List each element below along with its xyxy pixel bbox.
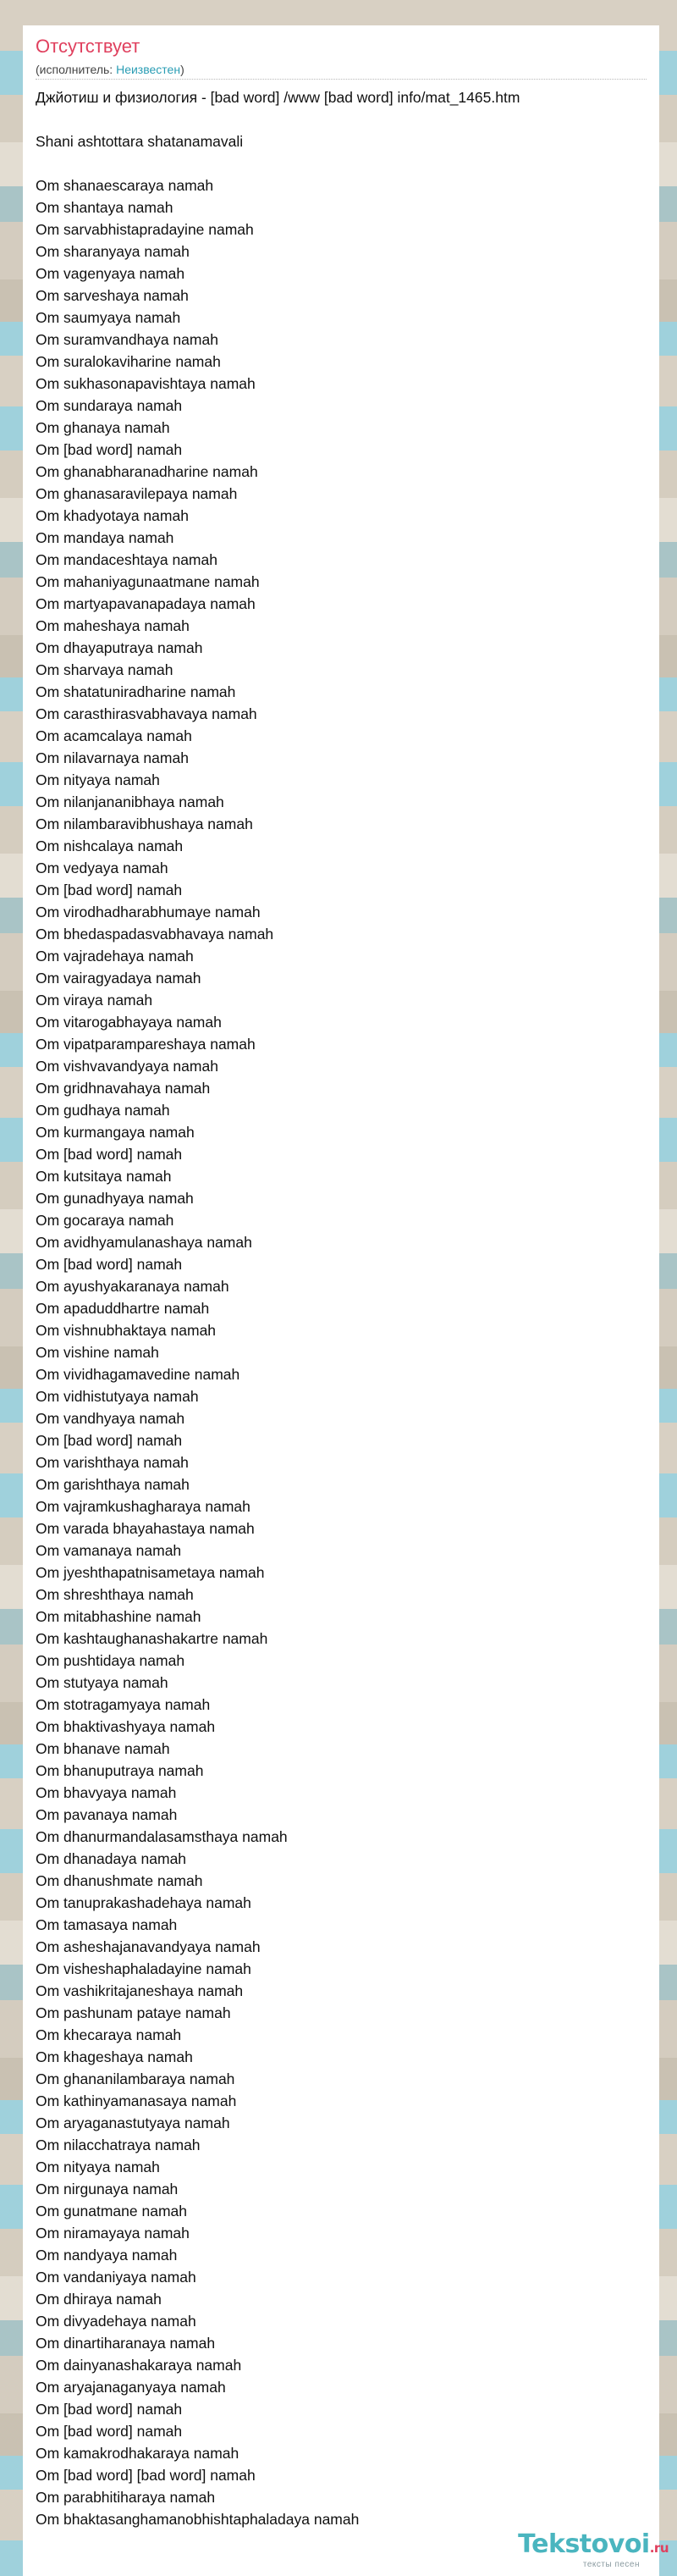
lyrics-line: Om pushtidaya namah — [36, 1652, 185, 1669]
lyrics-line: Om vagenyaya namah — [36, 265, 185, 282]
lyrics-line: Om vidhistutyaya namah — [36, 1388, 199, 1405]
lyrics-line: Om bhanave namah — [36, 1740, 170, 1757]
lyrics-line: Om bhavyaya namah — [36, 1784, 177, 1801]
lyrics-line: Om saumyaya namah — [36, 309, 181, 326]
lyrics-line: Om vividhagamavedine namah — [36, 1366, 240, 1383]
logo-name: Tekstovoi — [518, 2529, 650, 2559]
lyrics-line: Om tanuprakashadehaya namah — [36, 1894, 251, 1911]
lyrics-line: Om sharanyaya namah — [36, 243, 190, 260]
lyrics-line: Om ayushyakaranaya namah — [36, 1278, 229, 1295]
lyrics-line: Om [bad word] [bad word] namah — [36, 2467, 256, 2484]
lyrics-line: Om kurmangaya namah — [36, 1124, 195, 1141]
lyrics-line: Om suralokaviharine namah — [36, 353, 221, 370]
lyrics-line: Om ghanabharanadharine namah — [36, 463, 258, 480]
lyrics-line: Om shanaescaraya namah — [36, 177, 214, 194]
site-logo[interactable] — [518, 2531, 669, 2569]
artist-link[interactable]: Неизвестен — [116, 63, 181, 76]
lyrics-line: Om parabhitiharaya namah — [36, 2489, 216, 2506]
lyrics-line: Om [bad word] namah — [36, 2423, 183, 2440]
lyrics-line: Om acamcalaya namah — [36, 727, 192, 744]
lyrics-line: Om dhayaputraya namah — [36, 639, 203, 656]
logo-wordmark — [518, 2531, 669, 2562]
lyrics-line: Om divyadehaya namah — [36, 2313, 196, 2330]
lyrics-line: Om mandaceshtaya namah — [36, 551, 217, 568]
lyrics-line: Om varada bhayahastaya namah — [36, 1520, 255, 1537]
lyrics-line: Om kashtaughanashakartre namah — [36, 1630, 268, 1647]
lyrics-line: Om pavanaya namah — [36, 1806, 178, 1823]
lyrics-line: Om nirgunaya namah — [36, 2181, 179, 2197]
lyrics-line: Om nishcalaya namah — [36, 837, 184, 854]
lyrics-line: Om [bad word] namah — [36, 1146, 183, 1163]
lyrics-line: Джйотиш и физиология - [bad word] /www [bad word] info/mat_1465.htm — [36, 89, 520, 106]
lyrics-line: Om maheshaya namah — [36, 617, 190, 634]
lyrics-line: Om kutsitaya namah — [36, 1168, 172, 1185]
lyrics-blank-line — [36, 152, 653, 174]
lyrics-line: Om vipatparampareshaya namah — [36, 1036, 256, 1053]
lyrics-line: Om viraya namah — [36, 992, 153, 1009]
lyrics-line: Om vamanaya namah — [36, 1542, 182, 1559]
lyrics-line: Om shantaya namah — [36, 199, 173, 216]
lyrics-line: Om nityaya namah — [36, 2159, 160, 2175]
artist-suffix: ) — [180, 63, 184, 76]
lyrics-line: Om virodhadharabhumaye namah — [36, 904, 261, 920]
song-title: Отсутствует — [36, 36, 140, 57]
lyrics-line: Om gudhaya namah — [36, 1102, 170, 1119]
lyrics-line: Om dhanushmate namah — [36, 1872, 203, 1889]
lyrics-line: Om nilacchatraya namah — [36, 2137, 201, 2153]
lyrics-line: Om bhaktasanghamanobhishtaphaladaya namah — [36, 2511, 360, 2528]
lyrics-line: Om nityaya namah — [36, 771, 160, 788]
lyrics-body — [36, 86, 653, 2530]
lyrics-line: Om ghanaya namah — [36, 419, 170, 436]
lyrics-line: Om vairagyadaya namah — [36, 970, 201, 987]
lyrics-line: Om garishthaya namah — [36, 1476, 190, 1493]
lyrics-line: Om [bad word] namah — [36, 441, 183, 458]
lyrics-line: Om pashunam pataye namah — [36, 2004, 231, 2021]
lyrics-line: Om nilavarnaya namah — [36, 749, 189, 766]
lyrics-line: Om tamasaya namah — [36, 1916, 178, 1933]
lyrics-line: Om shreshthaya namah — [36, 1586, 194, 1603]
title-divider — [36, 79, 647, 80]
lyrics-line: Om apaduddhartre namah — [36, 1300, 210, 1317]
lyrics-line: Om sarvabhistapradayine namah — [36, 221, 254, 238]
lyrics-line: Om vishvavandyaya namah — [36, 1058, 218, 1075]
lyrics-blank-line — [36, 108, 653, 130]
lyrics-line: Om ghanasaravilepaya namah — [36, 485, 238, 502]
lyrics-line: Om vashikritajaneshaya namah — [36, 1982, 244, 1999]
lyrics-line: Om stutyaya namah — [36, 1674, 168, 1691]
lyrics-line: Om kathinyamanasaya namah — [36, 2092, 237, 2109]
lyrics-line: Om sharvaya namah — [36, 661, 173, 678]
lyrics-line: Om bhanuputraya namah — [36, 1762, 204, 1779]
lyrics-line: Om mitabhashine namah — [36, 1608, 201, 1625]
lyrics-line: Om bhaktivashyaya namah — [36, 1718, 216, 1735]
lyrics-line: Om dainyanashakaraya namah — [36, 2357, 242, 2374]
lyrics-line: Om khadyotaya namah — [36, 507, 189, 524]
lyrics-line: Om nilambaravibhushaya namah — [36, 815, 253, 832]
lyrics-line: Om sundaraya namah — [36, 397, 183, 414]
lyrics-line: Om [bad word] namah — [36, 1432, 183, 1449]
lyrics-line: Shani ashtottara shatanamavali — [36, 133, 244, 150]
lyrics-line: Om shatatuniradharine namah — [36, 683, 236, 700]
lyrics-line: Om gunatmane namah — [36, 2203, 187, 2219]
lyrics-line: Om varishthaya namah — [36, 1454, 189, 1471]
lyrics-line: Om mandaya namah — [36, 529, 174, 546]
lyrics-line: Om gridhnavahaya namah — [36, 1080, 211, 1097]
lyrics-line: Om carasthirasvabhavaya namah — [36, 705, 257, 722]
lyrics-line: Om vajradehaya namah — [36, 948, 194, 965]
lyrics-line: Om [bad word] namah — [36, 2401, 183, 2418]
lyrics-line: Om nandyaya namah — [36, 2247, 178, 2264]
lyrics-line: Om aryaganastutyaya namah — [36, 2114, 230, 2131]
lyrics-sheet — [23, 25, 659, 2576]
lyrics-line: Om vishine namah — [36, 1344, 159, 1361]
lyrics-line: Om [bad word] namah — [36, 882, 183, 898]
lyrics-line: Om vandhyaya namah — [36, 1410, 185, 1427]
lyrics-line: Om khecaraya namah — [36, 2026, 182, 2043]
lyrics-line: Om gunadhyaya namah — [36, 1190, 194, 1207]
lyrics-line: Om dinartiharanaya namah — [36, 2335, 216, 2352]
lyrics-line: Om suramvandhaya namah — [36, 331, 218, 348]
logo-tagline: тексты песен — [582, 2560, 640, 2569]
lyrics-line: Om sukhasonapavishtaya namah — [36, 375, 256, 392]
lyrics-line: Om dhanurmandalasamsthaya namah — [36, 1828, 288, 1845]
lyrics-line: Om dhanadaya namah — [36, 1850, 187, 1867]
lyrics-line: Om avidhyamulanashaya namah — [36, 1234, 252, 1251]
lyrics-line: Om kamakrodhakaraya namah — [36, 2445, 239, 2462]
lyrics-line: Om jyeshthapatnisametaya namah — [36, 1564, 265, 1581]
lyrics-line: Om visheshaphaladayine namah — [36, 1960, 251, 1977]
lyrics-line: Om sarveshaya namah — [36, 287, 189, 304]
lyrics-line: Om mahaniyagunaatmane namah — [36, 573, 260, 590]
lyrics-line: Om aryajanaganyaya namah — [36, 2379, 226, 2396]
lyrics-line: Om nilanjananibhaya namah — [36, 793, 224, 810]
lyrics-line: Om niramayaya namah — [36, 2225, 190, 2242]
lyrics-line: Om [bad word] namah — [36, 1256, 183, 1273]
lyrics-line: Om vajramkushagharaya namah — [36, 1498, 250, 1515]
lyrics-line: Om vitarogabhayaya namah — [36, 1014, 222, 1031]
lyrics-line: Om vandaniyaya namah — [36, 2269, 196, 2286]
lyrics-line: Om vishnubhaktaya namah — [36, 1322, 217, 1339]
lyrics-line: Om stotragamyaya namah — [36, 1696, 211, 1713]
lyrics-line: Om dhiraya namah — [36, 2291, 162, 2308]
lyrics-line: Om khageshaya namah — [36, 2048, 193, 2065]
logo-tld: .ru — [649, 2540, 669, 2556]
lyrics-line: Om bhedaspadasvabhavaya namah — [36, 926, 274, 943]
artist-prefix: (исполнитель: — [36, 63, 117, 76]
artist-line — [36, 63, 184, 76]
lyrics-line: Om vedyaya namah — [36, 860, 168, 876]
lyrics-line: Om asheshajanavandyaya namah — [36, 1938, 261, 1955]
lyrics-line: Om gocaraya namah — [36, 1212, 174, 1229]
lyrics-line: Om ghananilambaraya namah — [36, 2070, 235, 2087]
lyrics-line: Om martyapavanapadaya namah — [36, 595, 256, 612]
